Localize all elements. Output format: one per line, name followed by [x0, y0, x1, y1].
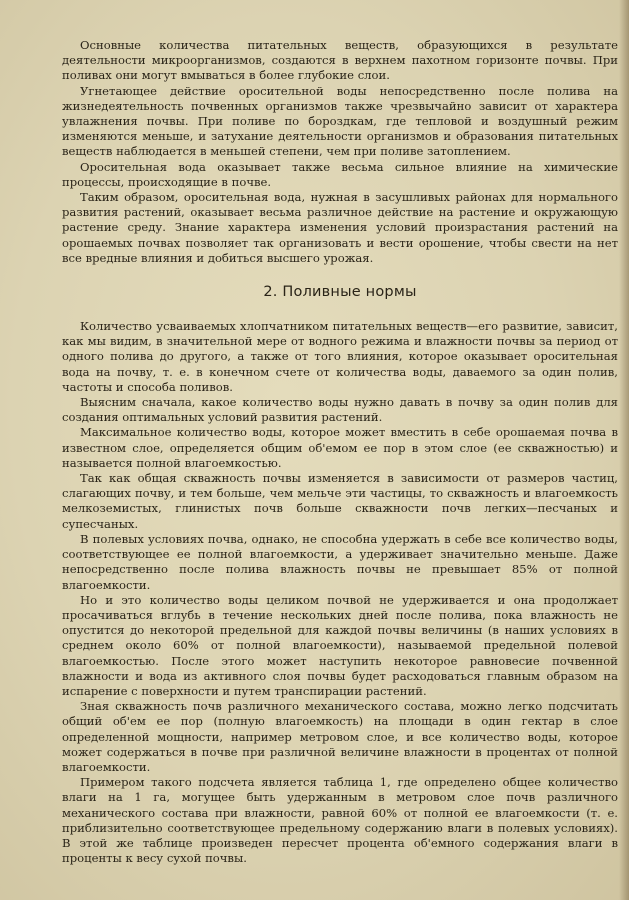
paragraph: Оросительная вода оказывает также весьма сильное влияние на химические процессы, происходящие в почве. — [62, 159, 618, 189]
paragraph: Но и это количество воды целиком почвой не удерживается и она продолжает просачиваться вглубь в течение нескольких дней после полива, пока влажность не опустится до некоторой предельной для каждой почвы величины (в наших условиях в среднем около 60% от полной влагоемкости), называемой предельной полевой влагоемкостью. После этого может наступить некоторое равновесие почвенной влажности и вода из активного слоя почвы будет расходоваться главным образом на испарение с поверхности и путем транспирации растений. — [62, 592, 618, 698]
page-text — [62, 38, 618, 866]
paragraph: Таким образом, оросительная вода, нужная в засушливых районах для нормального развития растений, оказывает весьма различное действие на растение и окружающую растение среду. Знание характера изменения условий произрастания растений на орошаемых почвах позволяет так организовать и вести орошение, чтобы свести на нет все вредные влияния и добиться высшего урожая. — [62, 190, 618, 265]
paragraph: Так как общая скважность почвы изменяется в зависимости от размеров частиц, слагающих почву, и тем больше, чем мельче эти частицы, то скважность и влагоемкость мелкоземистых, глинистых почв больше скважности почв легких—песчаных и супесчаных. — [62, 471, 618, 531]
paragraph: Угнетающее действие оросительной воды непосредственно после полива на жизнедеятельность почвенных организмов также чрезвычайно зависит от характера увлажнения почвы. При поливе по бороздкам, где тепловой и воздушный режим изменяются меньше, и затухание деятельности организмов и образования питательных веществ наблюдается в меньшей степени, чем при поливе затоплением. — [62, 83, 618, 159]
paragraph: Количество усваиваемых хлопчатником питательных веществ—его развитие, зависит, как мы видим, в значительной мере от водного режима и влажности почвы за период от одного полива до другого, а также от того влияния, которое оказывает оросительная вода на почву, т. е. в конечном счете от количества воды, даваемого за один полив, частоты и способа поливов. — [62, 319, 618, 394]
paragraph: В полевых условиях почва, однако, не способна удержать в себе все количество воды, соответствующее ее полной влагоемкости, а удерживает значительно меньше. Даже непосредственно после полива влажность почвы не превышает 85% от полной влагоемкости. — [62, 531, 618, 592]
paragraph: Выясним сначала, какое количество воды нужно давать в почву за один полив для создания оптимальных условий развития растений. — [62, 395, 618, 425]
section-heading: 2. Поливные нормы — [263, 284, 417, 301]
paragraph: Примером такого подсчета является таблица 1, где определено общее количество влаги на 1 га, могущее быть удержанным в метровом слое почв различного механического состава при влажности, равной 60% от полной ее влагоемкости (т. е. приблизительно соответствующее предельному содержанию влаги в полевых условиях). В этой же таблице произведен пересчет процента об'емного содержания влаги в проценты к весу сухой почвы. — [62, 775, 618, 866]
paragraph: Зная скважность почв различного механического состава, можно легко подсчитать общий об'ем ее пор (полную влагоемкость) на площади в один гектар в слое определенной мощности, например метровом слое, и все количество воды, которое может содержаться в почве при различной величине влажности в процентах от полной влагоемкости. — [62, 699, 618, 774]
section-2 — [62, 319, 618, 866]
paragraph: Основные количества питательных веществ, образующихся в результате деятельности микроорганизмов, создаются в верхнем пахотном горизонте почвы. При поливах они могут вмываться в более глубокие слои. — [62, 38, 618, 83]
paragraph: Максимальное количество воды, которое может вместить в себе орошаемая почва в известном слое, определяется общим об'емом ее пор в этом слое (ее скважностью) и называется полной влагоемкостью. — [62, 425, 618, 470]
section-1 — [62, 38, 618, 266]
page-edge-shadow — [619, 0, 629, 900]
